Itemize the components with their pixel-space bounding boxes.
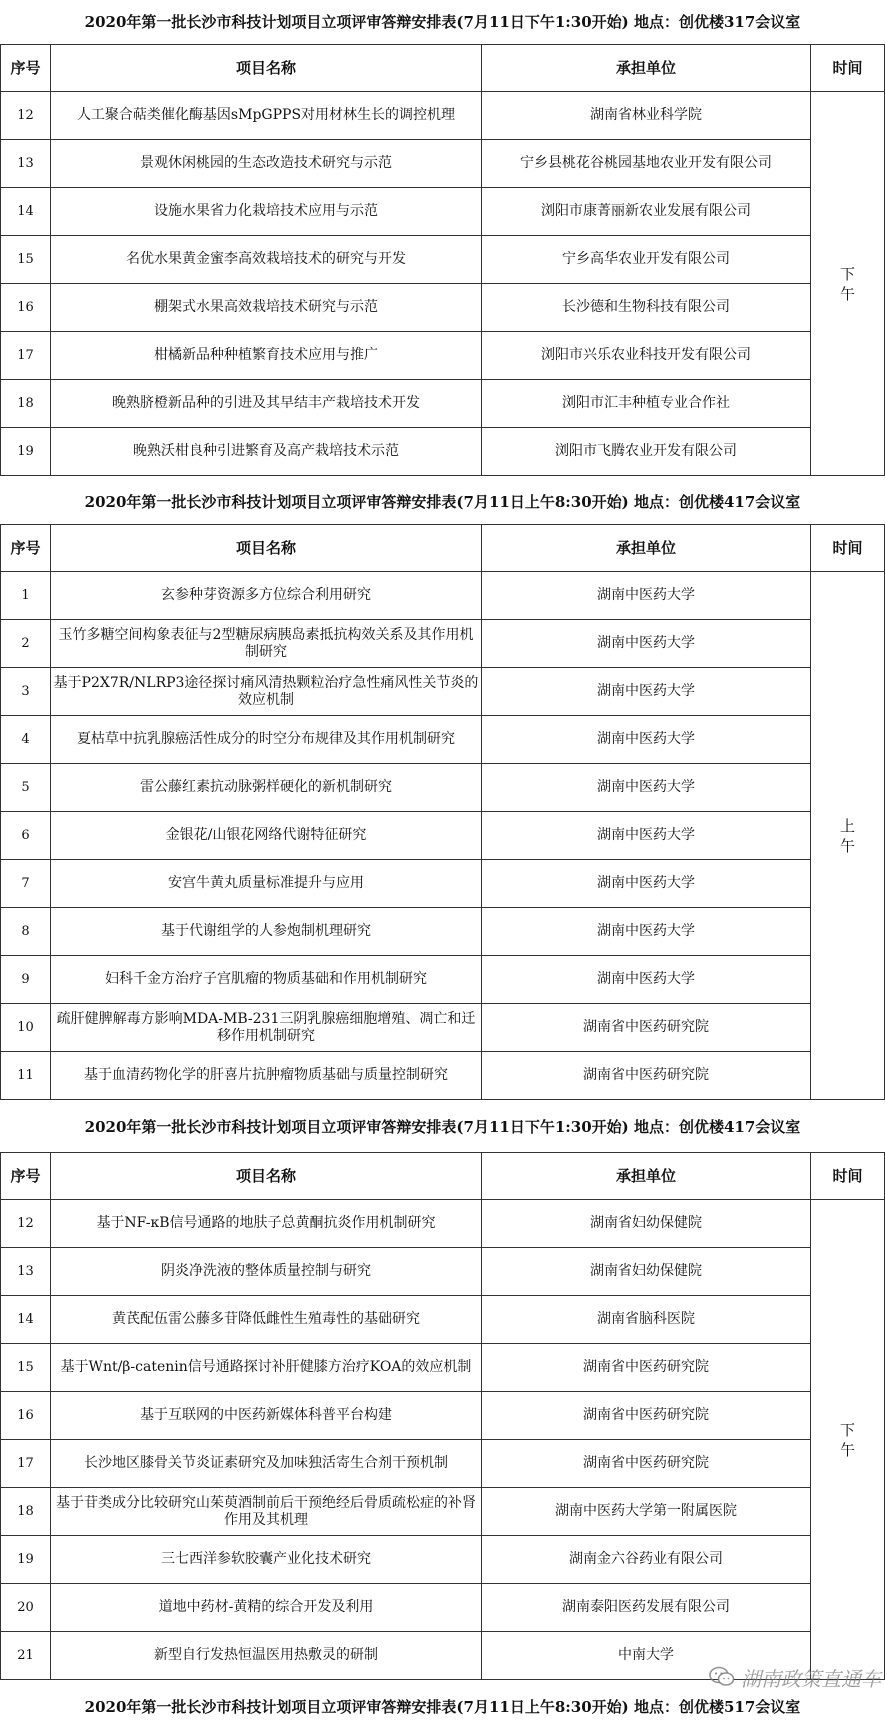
table-row: [1, 1344, 885, 1392]
table-row: [1, 572, 885, 620]
row-unit: 长沙德和生物科技有限公司: [482, 284, 811, 332]
header-project-name: 项目名称: [51, 1153, 482, 1200]
time-label: 下午: [839, 1420, 855, 1459]
row-project-name: 雷公藤红素抗动脉粥样硬化的新机制研究: [51, 764, 482, 812]
section-title: 2020年第一批长沙市科技计划项目立项评审答辩安排表(7月11日下午1:30开始) 地点：创优楼417会议室: [84, 1118, 801, 1136]
table-row: [1, 956, 885, 1004]
time-label: 下午: [839, 264, 855, 303]
row-project-name: 黄芪配伍雷公藤多苷降低雌性生殖毒性的基础研究: [51, 1296, 482, 1344]
table-row: [1, 908, 885, 956]
row-project-name: 三七西洋参软胶囊产业化技术研究: [51, 1536, 482, 1584]
row-unit: 浏阳市康菁丽新农业发展有限公司: [482, 188, 811, 236]
row-unit: 宁乡高华农业开发有限公司: [482, 236, 811, 284]
row-project-name: 基于互联网的中医药新媒体科普平台构建: [51, 1392, 482, 1440]
section-title: 2020年第一批长沙市科技计划项目立项评审答辩安排表(7月11日上午8:30开始) 地点：创优楼417会议室: [84, 493, 801, 511]
header-no: 序号: [1, 1153, 51, 1200]
table-row: [1, 1488, 885, 1536]
header-project-name: 项目名称: [51, 45, 482, 92]
row-project-name: 玉竹多糖空间构象表征与2型糖尿病胰岛素抵抗构效关系及其作用机制研究: [51, 620, 482, 668]
row-project-name: 柑橘新品种种植繁育技术应用与推广: [51, 332, 482, 380]
table-row: [1, 1296, 885, 1344]
row-unit: 湖南中医药大学: [482, 668, 811, 716]
row-project-name: 妇科千金方治疗子宫肌瘤的物质基础和作用机制研究: [51, 956, 482, 1004]
row-unit: 湖南泰阳医药发展有限公司: [482, 1584, 811, 1632]
row-project-name: 基于血清药物化学的肝喜片抗肿瘤物质基础与质量控制研究: [51, 1052, 482, 1100]
table-row: [1, 236, 885, 284]
row-unit: 浏阳市兴乐农业科技开发有限公司: [482, 332, 811, 380]
header-unit: 承担单位: [482, 1153, 811, 1200]
row-project-name: 基于苷类成分比较研究山茱萸酒制前后干预绝经后骨质疏松症的补肾作用及其机理: [51, 1488, 482, 1536]
row-no: 2: [1, 620, 51, 668]
table-row: [1, 764, 885, 812]
header-time: 时间: [811, 45, 885, 92]
table-row: [1, 668, 885, 716]
header-time: 时间: [811, 1153, 885, 1200]
row-unit: 湖南省中医药研究院: [482, 1052, 811, 1100]
row-unit: 浏阳市汇丰种植专业合作社: [482, 380, 811, 428]
table-row: [1, 92, 885, 140]
row-unit: 湖南中医药大学第一附属医院: [482, 1488, 811, 1536]
row-unit: 湖南中医药大学: [482, 620, 811, 668]
row-project-name: 阴炎净洗液的整体质量控制与研究: [51, 1248, 482, 1296]
time-cell: [811, 1200, 885, 1680]
row-no: 10: [1, 1004, 51, 1052]
row-no: 9: [1, 956, 51, 1004]
row-project-name: 棚架式水果高效栽培技术研究与示范: [51, 284, 482, 332]
row-no: 16: [1, 1392, 51, 1440]
table-row: [1, 1392, 885, 1440]
header-unit: 承担单位: [482, 45, 811, 92]
row-unit: 浏阳市飞腾农业开发有限公司: [482, 428, 811, 476]
row-unit: 湖南省中医药研究院: [482, 1344, 811, 1392]
table-row: [1, 428, 885, 476]
row-project-name: 晚熟脐橙新品种的引进及其早结丰产栽培技术开发: [51, 380, 482, 428]
row-no: 4: [1, 716, 51, 764]
row-unit: 湖南省脑科医院: [482, 1296, 811, 1344]
row-no: 21: [1, 1632, 51, 1680]
row-no: 3: [1, 668, 51, 716]
row-no: 14: [1, 188, 51, 236]
table-header-row: [1, 1153, 885, 1200]
table-row: [1, 812, 885, 860]
row-no: 17: [1, 332, 51, 380]
row-no: 14: [1, 1296, 51, 1344]
row-project-name: 长沙地区膝骨关节炎证素研究及加味独活寄生合剂干预机制: [51, 1440, 482, 1488]
row-no: 16: [1, 284, 51, 332]
table-row: [1, 188, 885, 236]
row-project-name: 景观休闲桃园的生态改造技术研究与示范: [51, 140, 482, 188]
row-project-name: 名优水果黄金蜜李高效栽培技术的研究与开发: [51, 236, 482, 284]
header-time: 时间: [811, 525, 885, 572]
row-project-name: 疏肝健脾解毒方影响MDA-MB-231三阴乳腺癌细胞增殖、凋亡和迁移作用机制研究: [51, 1004, 482, 1052]
row-no: 17: [1, 1440, 51, 1488]
time-cell: [811, 92, 885, 476]
row-project-name: 道地中药材-黄精的综合开发及利用: [51, 1584, 482, 1632]
row-project-name: 夏枯草中抗乳腺癌活性成分的时空分布规律及其作用机制研究: [51, 716, 482, 764]
row-project-name: 设施水果省力化栽培技术应用与示范: [51, 188, 482, 236]
row-no: 1: [1, 572, 51, 620]
row-unit: 湖南中医药大学: [482, 908, 811, 956]
row-unit: 湖南省中医药研究院: [482, 1004, 811, 1052]
table-row: [1, 332, 885, 380]
watermark-text: 湖南政策直通车: [741, 1666, 881, 1691]
row-project-name: 金银花/山银花网络代谢特征研究: [51, 812, 482, 860]
wechat-icon: [709, 1666, 735, 1688]
row-unit: 湖南省中医药研究院: [482, 1392, 811, 1440]
row-project-name: 人工聚合萜类催化酶基因sMpGPPS对用材林生长的调控机理: [51, 92, 482, 140]
header-no: 序号: [1, 45, 51, 92]
table-row: [1, 140, 885, 188]
row-no: 19: [1, 428, 51, 476]
row-no: 19: [1, 1536, 51, 1584]
table-row: [1, 1052, 885, 1100]
row-no: 20: [1, 1584, 51, 1632]
time-cell: [811, 572, 885, 1100]
row-no: 18: [1, 1488, 51, 1536]
row-no: 5: [1, 764, 51, 812]
table-row: [1, 1200, 885, 1248]
row-no: 13: [1, 140, 51, 188]
row-unit: 湖南中医药大学: [482, 860, 811, 908]
row-no: 15: [1, 236, 51, 284]
row-project-name: 玄参种芽资源多方位综合利用研究: [51, 572, 482, 620]
row-project-name: 基于P2X7R/NLRP3途径探讨痛风清热颗粒治疗急性痛风性关节炎的效应机制: [51, 668, 482, 716]
row-project-name: 基于代谢组学的人参炮制机理研究: [51, 908, 482, 956]
row-unit: 湖南省中医药研究院: [482, 1440, 811, 1488]
row-unit: 湖南省妇幼保健院: [482, 1248, 811, 1296]
row-unit: 宁乡县桃花谷桃园基地农业开发有限公司: [482, 140, 811, 188]
row-no: 7: [1, 860, 51, 908]
table-header-row: [1, 45, 885, 92]
table-row: [1, 620, 885, 668]
time-label: 上午: [839, 816, 855, 855]
table-row: [1, 284, 885, 332]
section-title: 2020年第一批长沙市科技计划项目立项评审答辩安排表(7月11日上午8:30开始) 地点：创优楼517会议室: [84, 1698, 801, 1716]
table-row: [1, 716, 885, 764]
table-row: [1, 1440, 885, 1488]
row-no: 12: [1, 92, 51, 140]
table-row: [1, 1004, 885, 1052]
row-no: 8: [1, 908, 51, 956]
row-no: 6: [1, 812, 51, 860]
schedule-table: [0, 44, 885, 476]
row-no: 11: [1, 1052, 51, 1100]
table-row: [1, 1584, 885, 1632]
row-unit: 中南大学: [482, 1632, 811, 1680]
table-row: [1, 1536, 885, 1584]
row-no: 18: [1, 380, 51, 428]
row-unit: 湖南中医药大学: [482, 956, 811, 1004]
row-unit: 湖南中医药大学: [482, 572, 811, 620]
row-unit: 湖南金六谷药业有限公司: [482, 1536, 811, 1584]
row-no: 13: [1, 1248, 51, 1296]
schedule-table: [0, 1152, 885, 1680]
table-row: [1, 380, 885, 428]
header-no: 序号: [1, 525, 51, 572]
header-unit: 承担单位: [482, 525, 811, 572]
row-unit: 湖南中医药大学: [482, 764, 811, 812]
row-unit: 湖南中医药大学: [482, 716, 811, 764]
row-project-name: 基于Wnt/β-catenin信号通路探讨补肝健膝方治疗KOA的效应机制: [51, 1344, 482, 1392]
row-project-name: 晚熟沃柑良种引进繁育及高产栽培技术示范: [51, 428, 482, 476]
table-row: [1, 860, 885, 908]
watermark: [709, 1660, 885, 1694]
row-project-name: 安宫牛黄丸质量标准提升与应用: [51, 860, 482, 908]
row-unit: 湖南省林业科学院: [482, 92, 811, 140]
row-project-name: 基于NF-κB信号通路的地肤子总黄酮抗炎作用机制研究: [51, 1200, 482, 1248]
row-no: 12: [1, 1200, 51, 1248]
table-row: [1, 1248, 885, 1296]
table-header-row: [1, 525, 885, 572]
row-project-name: 新型自行发热恒温医用热敷灵的研制: [51, 1632, 482, 1680]
row-unit: 湖南省妇幼保健院: [482, 1200, 811, 1248]
header-project-name: 项目名称: [51, 525, 482, 572]
schedule-table: [0, 524, 885, 1100]
row-no: 15: [1, 1344, 51, 1392]
section-title: 2020年第一批长沙市科技计划项目立项评审答辩安排表(7月11日下午1:30开始) 地点：创优楼317会议室: [84, 13, 801, 31]
row-unit: 湖南中医药大学: [482, 812, 811, 860]
